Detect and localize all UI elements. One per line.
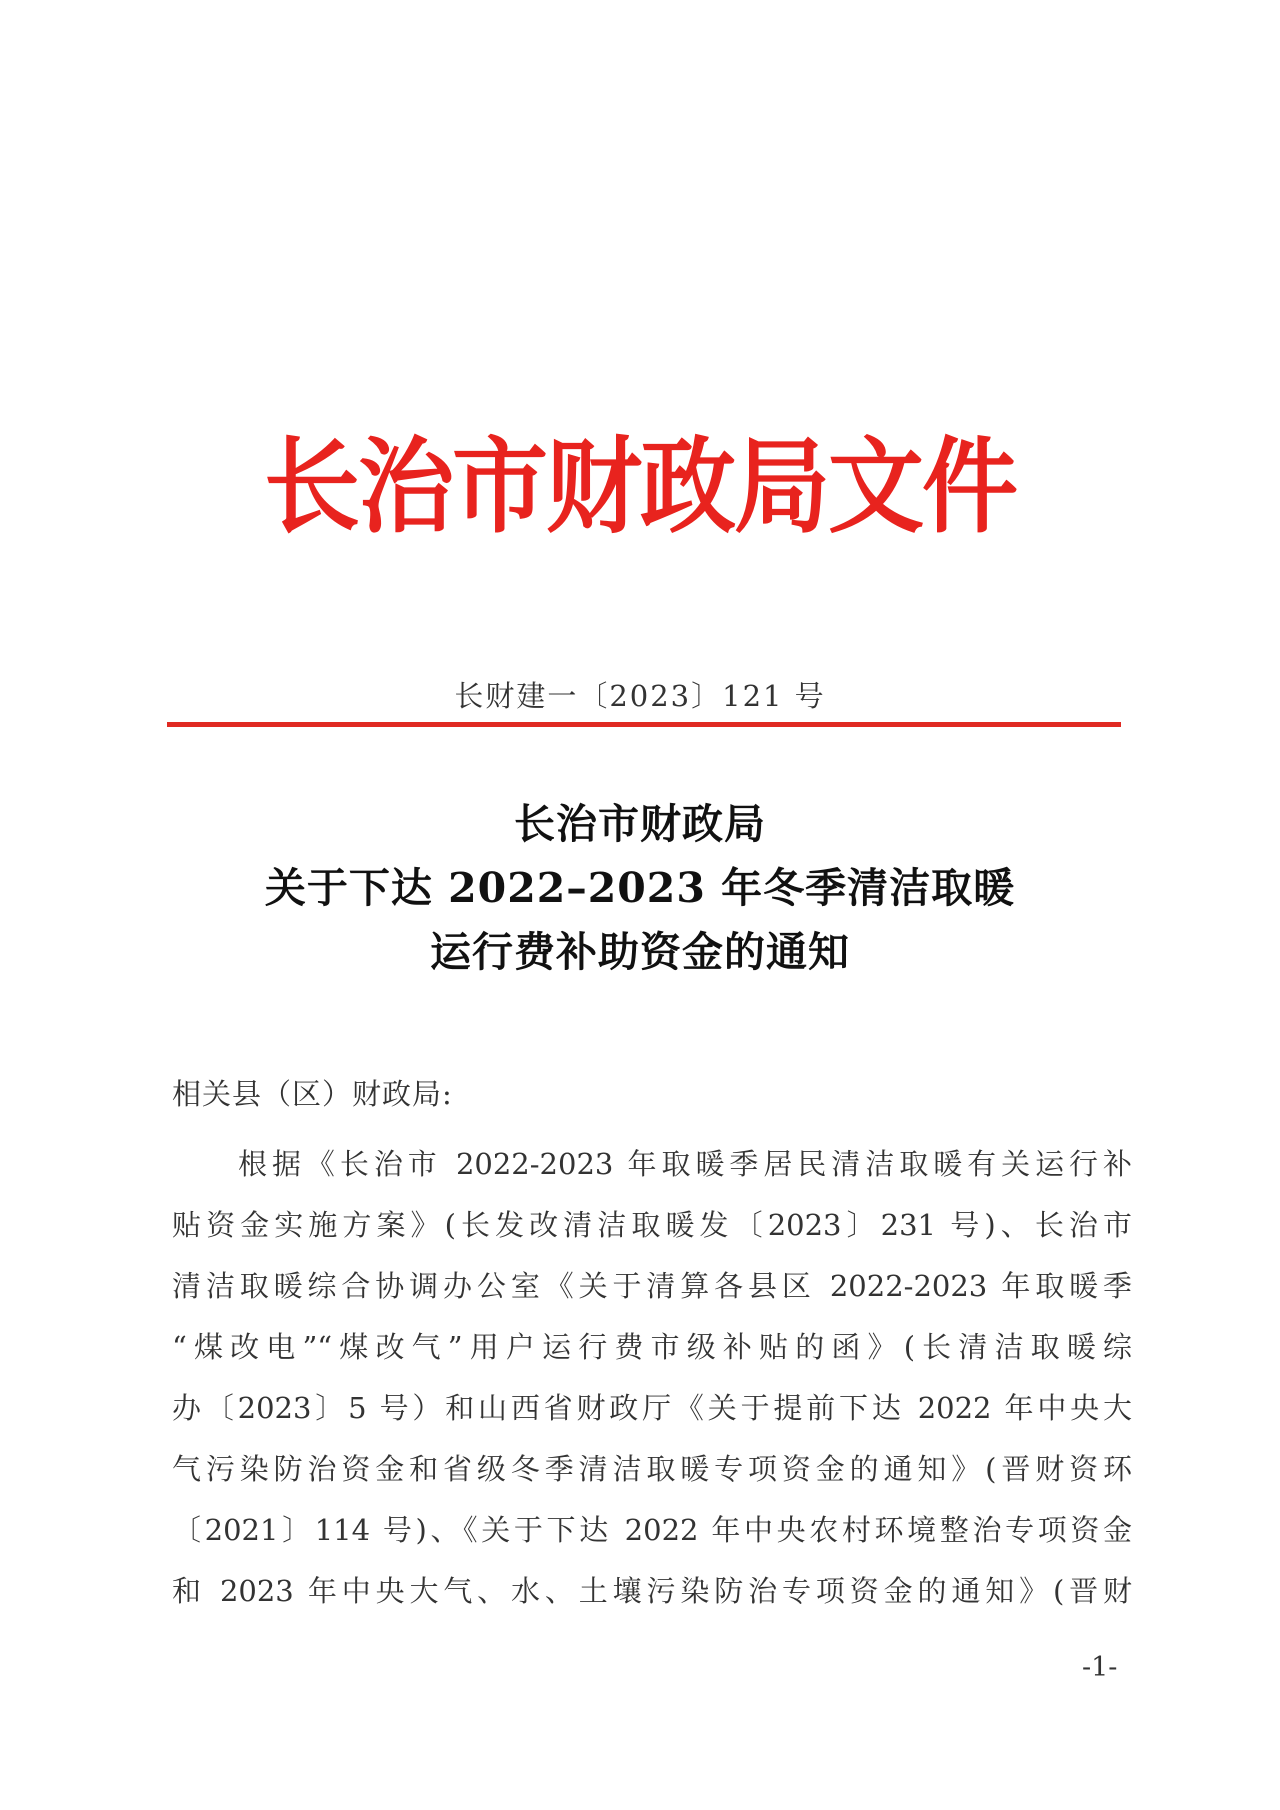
body-line: 贴资金实施方案》(长发改清洁取暖发〔2023〕231 号)、长治市	[172, 1208, 1132, 1242]
body-line: 气污染防治资金和省级冬季清洁取暖专项资金的通知》(晋财资环	[172, 1452, 1132, 1486]
page-number: -1-	[1082, 1652, 1118, 1683]
body-line: 办〔2023〕5 号）和山西省财政厅《关于提前下达 2022 年中央大	[172, 1391, 1132, 1425]
document-title	[0, 792, 1280, 984]
red-divider-line	[167, 722, 1121, 727]
body-line: 根据《长治市 2022-2023 年取暖季居民清洁取暖有关运行补	[238, 1147, 1132, 1181]
body-line: “煤改电”“煤改气”用户运行费市级补贴的函》(长清洁取暖综	[172, 1330, 1132, 1364]
body-line: 清洁取暖综合协调办公室《关于清算各县区 2022-2023 年取暖季	[172, 1269, 1132, 1303]
document-number: 长财建一〔2023〕121 号	[454, 679, 826, 713]
issuer-title: 长治市财政局文件	[264, 425, 1016, 548]
body-line: 和 2023 年中央大气、水、土壤污染防治专项资金的通知》(晋财	[172, 1574, 1132, 1608]
salutation: 相关县（区）财政局:	[172, 1077, 453, 1111]
body-paragraph	[172, 1134, 1132, 1622]
title-line-1: 长治市财政局	[514, 800, 766, 848]
body-line: 〔2021〕114 号)、《关于下达 2022 年中央农村环境整治专项资金	[172, 1513, 1132, 1547]
title-line-3: 运行费补助资金的通知	[430, 928, 850, 976]
title-line-2: 关于下达 2022–2023 年冬季清洁取暖	[264, 864, 1016, 912]
